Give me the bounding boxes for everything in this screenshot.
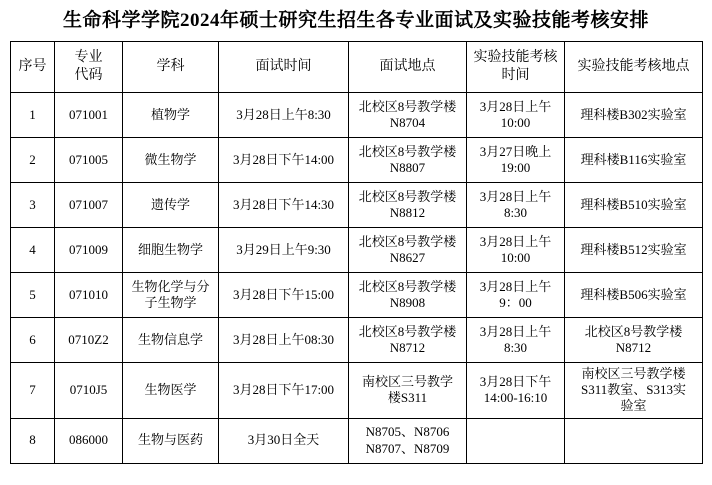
cell-line: 071009 <box>69 241 108 257</box>
cell-line: 微生物学 <box>144 151 197 167</box>
cell-interview-place <box>349 272 467 317</box>
cell-major-code <box>55 137 123 182</box>
cell-line: 3月30日全天 <box>247 432 320 448</box>
cell-index <box>11 182 55 227</box>
cell-line: N8627 <box>389 249 426 265</box>
cell-line: 071005 <box>69 151 108 167</box>
cell-major-code <box>55 182 123 227</box>
cell-line: N8712 <box>389 339 426 355</box>
cell-line: 生物医学 <box>144 382 197 398</box>
column-header-interview-place <box>349 41 467 92</box>
cell-line: S311教室、S313实 <box>581 382 686 398</box>
cell-line: 理科楼B506实验室 <box>580 286 687 302</box>
cell-line: 北校区8号教学楼 <box>358 143 457 159</box>
cell-line: 071001 <box>69 106 108 122</box>
page-title: 生命科学学院2024年硕士研究生招生各专业面试及实验技能考核安排 <box>62 10 649 31</box>
cell-line: 3月28日下午15:00 <box>232 286 335 302</box>
cell-subject <box>123 362 219 418</box>
cell-line: 3月28日上午 <box>479 98 552 114</box>
header-line: 面试地点 <box>379 59 436 75</box>
cell-subject <box>123 227 219 272</box>
table-row <box>11 92 703 137</box>
cell-interview-time <box>219 92 349 137</box>
column-header-index <box>11 41 55 92</box>
cell-interview-time <box>219 227 349 272</box>
cell-line: 北校区8号教学楼 <box>584 323 683 339</box>
cell-line: 3月27日晚上 <box>479 143 552 159</box>
header-line: 序号 <box>18 59 47 75</box>
cell-index <box>11 362 55 418</box>
cell-exam-place <box>565 418 703 463</box>
cell-line: 3月28日下午14:00 <box>232 151 335 167</box>
cell-interview-time <box>219 418 349 463</box>
cell-exam-place <box>565 182 703 227</box>
cell-exam-place <box>565 317 703 362</box>
cell-line: 0710Z2 <box>68 331 109 347</box>
cell-line: 北校区8号教学楼 <box>358 188 457 204</box>
cell-index <box>11 227 55 272</box>
cell-line: 子生物学 <box>144 294 197 310</box>
cell-line: 楼S311 <box>387 390 428 406</box>
cell-exam-time <box>467 137 565 182</box>
table-row <box>11 137 703 182</box>
cell-line: N8704 <box>389 114 426 130</box>
cell-exam-place <box>565 272 703 317</box>
cell-subject <box>123 317 219 362</box>
cell-major-code <box>55 272 123 317</box>
cell-line: 北校区8号教学楼 <box>358 98 457 114</box>
cell-subject <box>123 272 219 317</box>
cell-line: 3月28日下午14:30 <box>232 196 335 212</box>
cell-line: 3月28日上午 <box>479 233 552 249</box>
cell-line: N8812 <box>389 204 426 220</box>
table-row <box>11 418 703 463</box>
cell-line: 生物化学与分 <box>131 278 210 294</box>
cell-index <box>11 137 55 182</box>
cell-interview-time <box>219 137 349 182</box>
cell-interview-time <box>219 362 349 418</box>
cell-line: 3月28日下午 <box>479 373 552 389</box>
cell-major-code <box>55 362 123 418</box>
table-row <box>11 362 703 418</box>
cell-exam-time <box>467 362 565 418</box>
column-header-exam-time <box>467 41 565 92</box>
cell-line: 细胞生物学 <box>137 241 203 257</box>
cell-index <box>11 418 55 463</box>
cell-exam-place <box>565 92 703 137</box>
cell-line: 14:00-16:10 <box>483 390 548 406</box>
cell-major-code <box>55 317 123 362</box>
cell-line: 3月28日下午17:00 <box>232 382 335 398</box>
cell-major-code <box>55 418 123 463</box>
cell-line: 北校区8号教学楼 <box>358 233 457 249</box>
header-line: 面试时间 <box>255 59 312 75</box>
cell-line: N8908 <box>389 294 426 310</box>
cell-subject <box>123 92 219 137</box>
cell-line: 086000 <box>69 432 108 448</box>
cell-exam-place <box>565 362 703 418</box>
cell-exam-time <box>467 92 565 137</box>
header-line: 时间 <box>501 67 530 83</box>
cell-line: N8807 <box>389 159 426 175</box>
cell-index <box>11 317 55 362</box>
cell-line: 3月28日上午 <box>479 323 552 339</box>
cell-line: 8:30 <box>503 204 528 220</box>
cell-exam-time <box>467 272 565 317</box>
cell-line: 3月28日上午8:30 <box>236 106 331 122</box>
table-row <box>11 182 703 227</box>
table-header-row <box>11 41 703 92</box>
header-line: 代码 <box>74 67 103 83</box>
cell-line: 4 <box>29 241 36 257</box>
cell-line: 3月28日上午08:30 <box>232 331 335 347</box>
cell-line: 8:30 <box>503 339 528 355</box>
cell-line: 7 <box>29 382 36 398</box>
cell-line: 植物学 <box>150 106 190 122</box>
table-row <box>11 272 703 317</box>
cell-interview-place <box>349 227 467 272</box>
cell-line: 生物信息学 <box>137 331 203 347</box>
cell-interview-place <box>349 418 467 463</box>
cell-line: 3月28日上午 <box>479 188 552 204</box>
column-header-major-code <box>55 41 123 92</box>
cell-subject <box>123 418 219 463</box>
cell-line: 071007 <box>69 196 108 212</box>
cell-index <box>11 92 55 137</box>
cell-line: 理科楼B116实验室 <box>580 151 687 167</box>
table-row <box>11 317 703 362</box>
cell-line: 理科楼B510实验室 <box>580 196 687 212</box>
cell-index <box>11 272 55 317</box>
cell-interview-place <box>349 182 467 227</box>
cell-line: 理科楼B512实验室 <box>580 241 687 257</box>
cell-line: 5 <box>29 286 36 302</box>
schedule-table <box>10 41 703 464</box>
cell-line: 南校区三号教学楼 <box>581 365 686 381</box>
cell-major-code <box>55 92 123 137</box>
cell-line: 北校区8号教学楼 <box>358 278 457 294</box>
cell-interview-place <box>349 92 467 137</box>
cell-line: 10:00 <box>500 249 531 265</box>
cell-line: 071010 <box>69 286 108 302</box>
cell-line: 8 <box>29 432 36 448</box>
cell-line: 验室 <box>620 398 647 414</box>
cell-interview-time <box>219 182 349 227</box>
cell-exam-place <box>565 227 703 272</box>
cell-interview-time <box>219 272 349 317</box>
cell-line: 3月28日上午 <box>479 278 552 294</box>
cell-line: 3月29日上午9:30 <box>236 241 331 257</box>
cell-line: N8712 <box>615 339 652 355</box>
cell-line: 19:00 <box>500 159 531 175</box>
cell-line: 遗传学 <box>150 196 190 212</box>
cell-exam-place <box>565 137 703 182</box>
cell-line: 1 <box>29 106 36 122</box>
cell-line: 9：00 <box>499 294 532 310</box>
cell-line: 南校区三号教学 <box>361 373 453 389</box>
cell-exam-time <box>467 227 565 272</box>
header-line: 实验技能考核地点 <box>577 59 690 75</box>
table-row <box>11 227 703 272</box>
cell-major-code <box>55 227 123 272</box>
cell-interview-place <box>349 137 467 182</box>
cell-subject <box>123 137 219 182</box>
cell-exam-time <box>467 182 565 227</box>
header-line: 实验技能考核 <box>473 50 558 66</box>
cell-line: 北校区8号教学楼 <box>358 323 457 339</box>
cell-line: 生物与医药 <box>137 432 203 448</box>
header-line: 学科 <box>156 59 185 75</box>
header-line: 专业 <box>74 50 103 66</box>
cell-line: 2 <box>29 151 36 167</box>
column-header-subject <box>123 41 219 92</box>
cell-exam-time <box>467 317 565 362</box>
cell-exam-time <box>467 418 565 463</box>
cell-line: 10:00 <box>500 114 531 130</box>
cell-subject <box>123 182 219 227</box>
column-header-exam-place <box>565 41 703 92</box>
cell-interview-place <box>349 317 467 362</box>
cell-interview-place <box>349 362 467 418</box>
column-header-interview-time <box>219 41 349 92</box>
cell-line: N8705、N8706 <box>365 424 450 440</box>
cell-line: 理科楼B302实验室 <box>580 106 687 122</box>
cell-line: 0710J5 <box>69 382 108 398</box>
cell-line: N8707、N8709 <box>365 440 450 456</box>
cell-interview-time <box>219 317 349 362</box>
cell-line: 3 <box>29 196 36 212</box>
table-body <box>11 92 703 463</box>
cell-line: 6 <box>29 331 36 347</box>
